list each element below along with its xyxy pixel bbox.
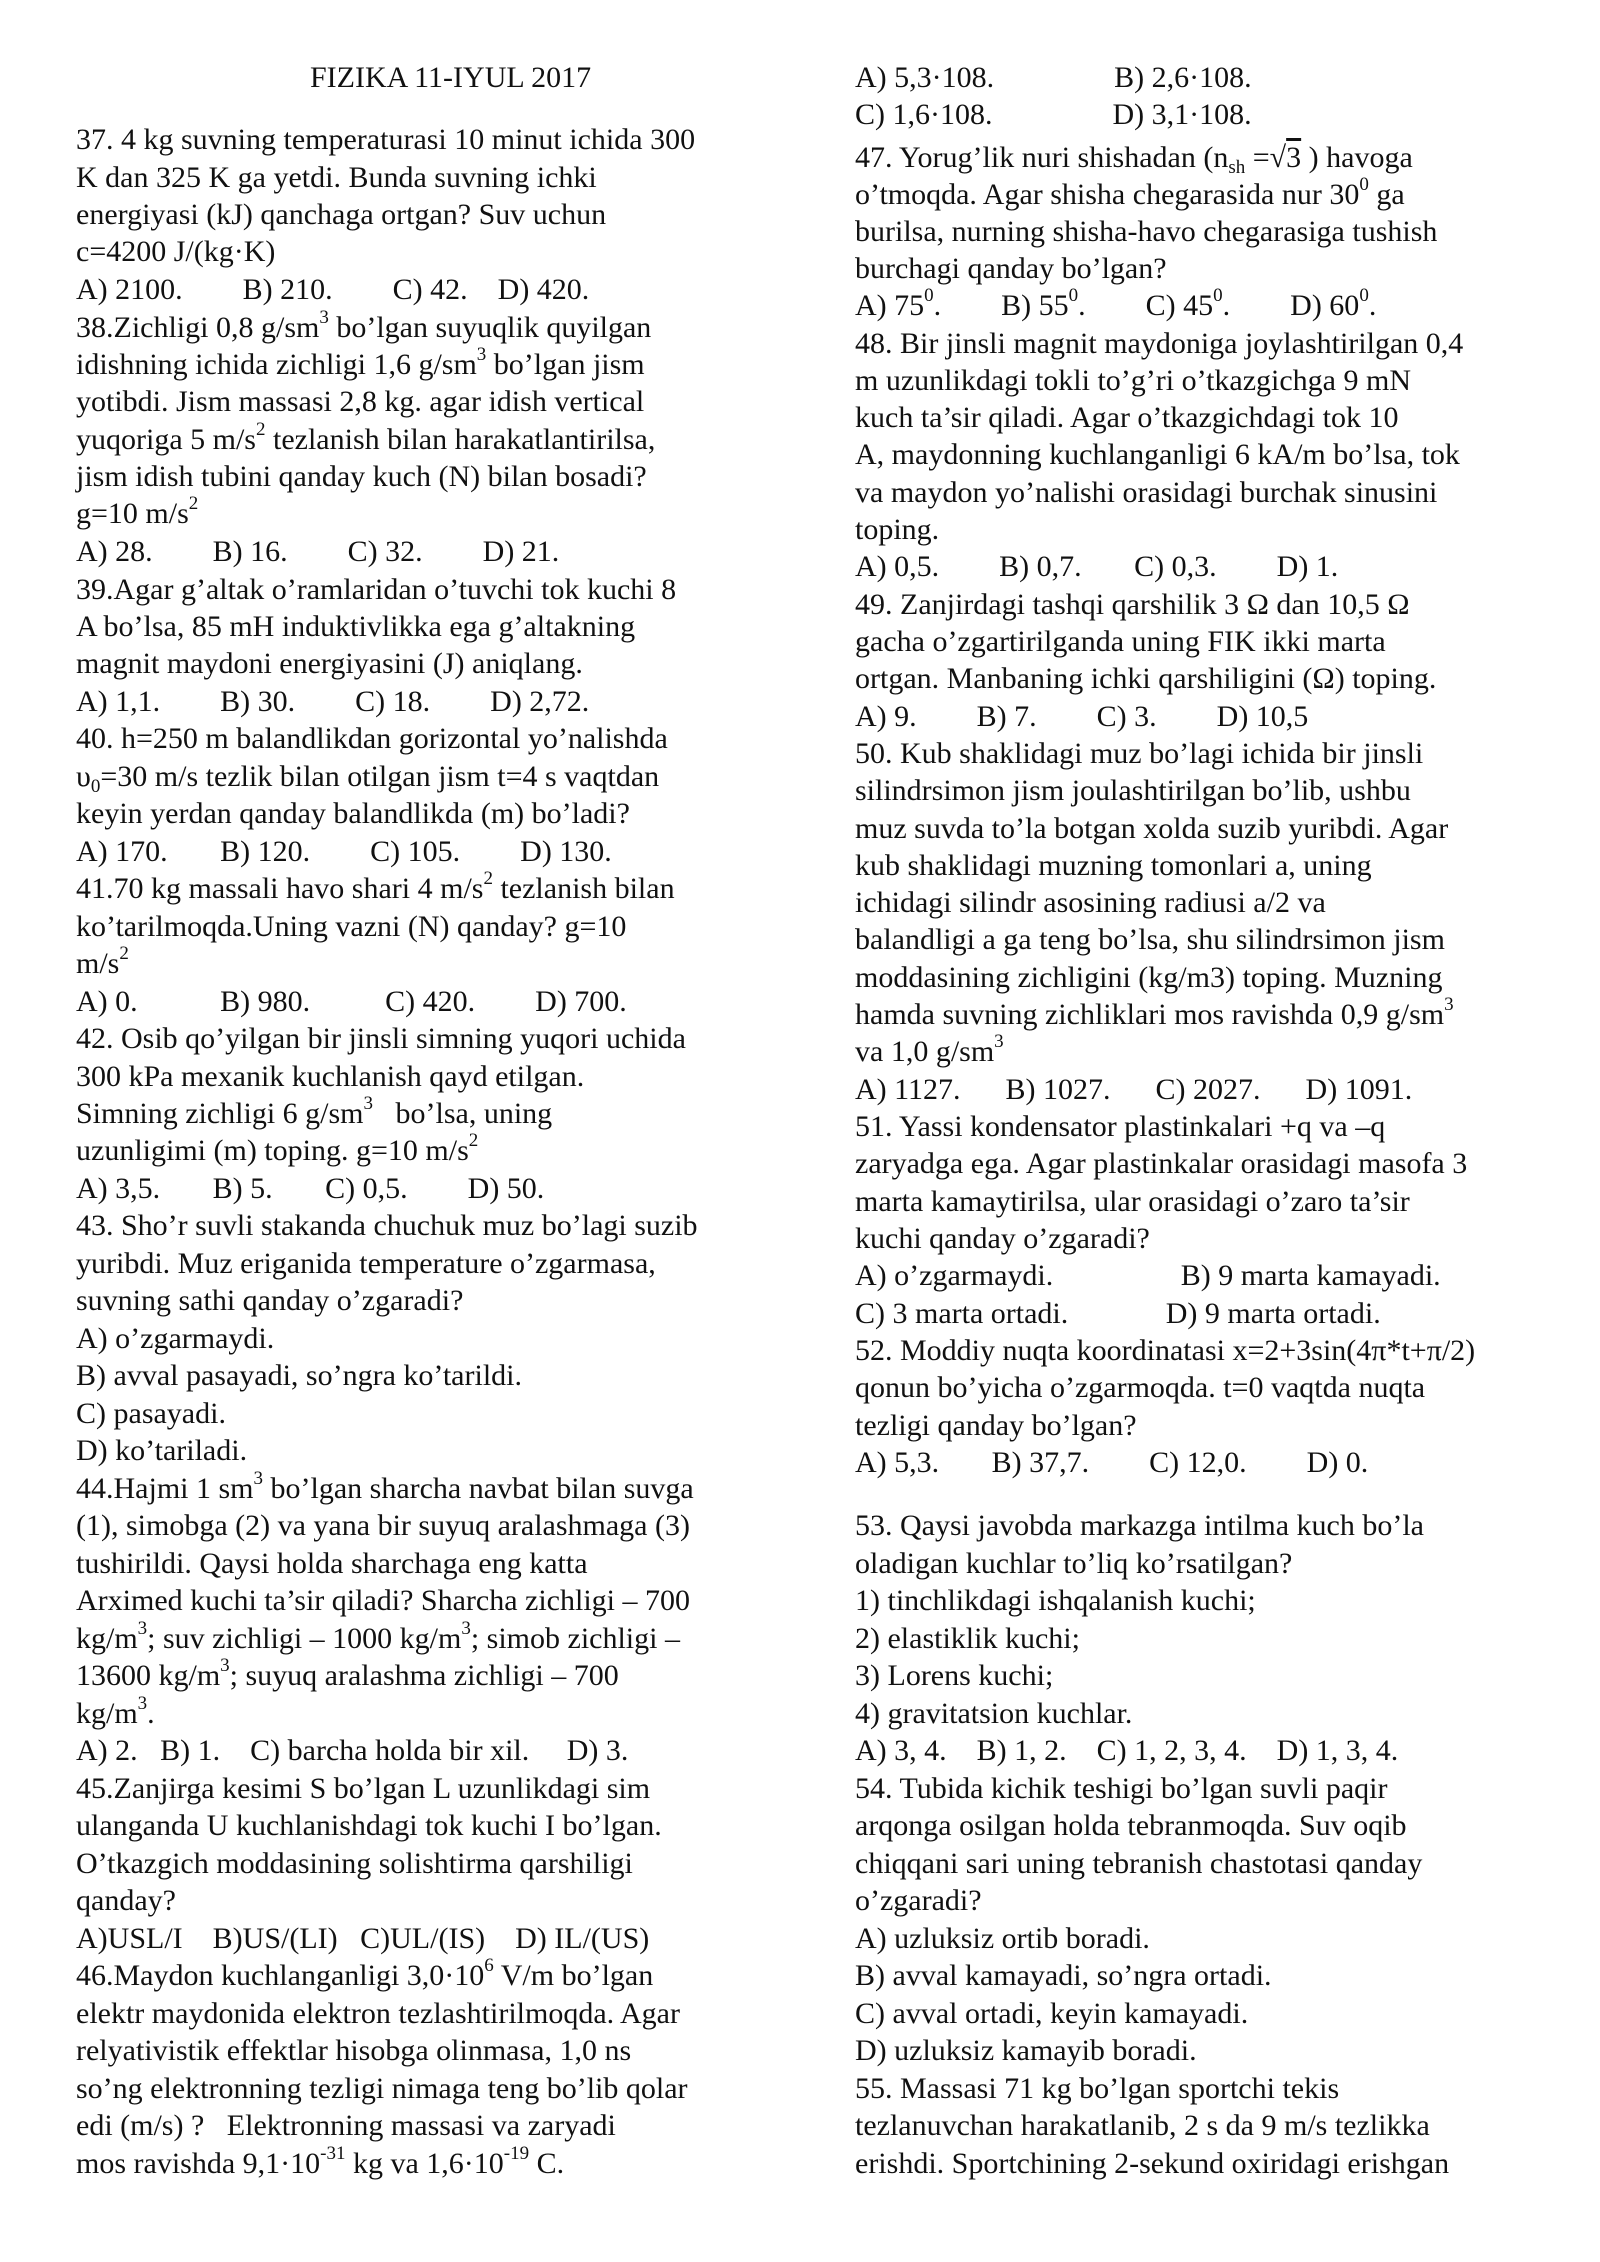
- text-line: oladigan kuchlar to’liq ko’rsatilgan?: [855, 1547, 1293, 1580]
- text-line: Simning zichligi 6 $g/sm^3$ bo’lsa, uning: [76, 1093, 553, 1130]
- text-line: moddasining zichligini (kg/m3) toping. Muzning: [855, 961, 1443, 994]
- text-line: C) avval ortadi, keyin kamayadi.: [855, 1997, 1249, 2030]
- text-line: A) 5,3. B) 37,7. C) 12,0. D) 0.: [855, 1446, 1369, 1479]
- text-line: kuchi qanday o’zgaradi?: [855, 1222, 1150, 1255]
- text-line: 46.Maydon kuchlanganligi $3,0\cdot 10^6$ V/m bo’lgan: [76, 1955, 654, 1992]
- text-line: 41.70 kg massali havo shari 4 $m/s^2$ tezlanish bilan: [76, 868, 675, 905]
- text-line: C) 1,6·108. D) 3,1·108.: [855, 98, 1252, 131]
- text-line: balandligi a ga teng bo’lsa, shu silindrsimon jism: [855, 923, 1445, 956]
- text-line: O’tkazgich moddasining solishtirma qarshiligi: [76, 1847, 633, 1880]
- text-line: D) ko’tariladi.: [76, 1434, 248, 1467]
- text-line: elektr maydonida elektron tezlashtirilmoqda. Agar: [76, 1997, 680, 2030]
- text-line: mos ravishda $9,1\cdot 10^{-31}$ kg va $1,6\cdot 10^{-19}$ C.: [76, 2143, 565, 2180]
- text-line: 47. Yorug’lik nuri shishadan ($n_{sh} =√3$ ) havoga: [855, 141, 1413, 178]
- text-line: $kg/m^3$; suv zichligi – 1000 $kg/m^3$; simob zichligi –: [76, 1618, 680, 1655]
- text-line: 38.Zichligi 0,8 $g/sm^3$ bo’lgan suyuqlik quyilgan: [76, 307, 652, 344]
- text-line: A) $75^0$. B) $55^0$. C) $45^0$. D) $60^0$.: [855, 285, 1377, 322]
- text-line: o’zgaradi?: [855, 1884, 982, 1917]
- text-line: jism idish tubini qanday kuch (N) bilan bosadi?: [76, 460, 647, 493]
- text-line: kub shaklidagi muzning tomonlari a, uning: [855, 849, 1372, 882]
- page-title: FIZIKA 11-IYUL 2017: [310, 61, 592, 94]
- text-line: ichidagi silindr asosining radiusi a/2 va: [855, 886, 1326, 919]
- text-line: 45.Zanjirga kesimi S bo’lgan L uzunlikdagi sim: [76, 1772, 651, 1805]
- text-line: yuqoriga 5 $m/s^2$ tezlanish bilan harakatlantirilsa,: [76, 419, 656, 456]
- text-line: A bo’lsa, 85 mH induktivlikka ega g’altakning: [76, 610, 636, 643]
- text-line: yotibdi. Jism massasi 2,8 kg. agar idish vertical: [76, 385, 645, 418]
- text-line: A) 0,5. B) 0,7. C) 0,3. D) 1.: [855, 550, 1339, 583]
- text-line: 49. Zanjirdagi tashqi qarshilik 3 Ω dan 10,5 Ω: [855, 588, 1410, 621]
- text-line: A) 2. B) 1. C) barcha holda bir xil. D) 3.: [76, 1734, 629, 1767]
- text-line: ko’tarilmoqda.Uning vazni (N) qanday? g=10: [76, 910, 627, 943]
- text-line: 48. Bir jinsli magnit maydoniga joylashtirilgan 0,4: [855, 327, 1464, 360]
- text-line: A, maydonning kuchlanganligi 6 kA/m bo’lsa, tok: [855, 438, 1460, 471]
- text-line: burchagi qanday bo’lgan?: [855, 252, 1167, 285]
- text-line: $kg/m^3$.: [76, 1693, 155, 1730]
- text-line: keyin yerdan qanday balandlikda (m) bo’ladi?: [76, 797, 630, 830]
- text-line: 39.Agar g’altak o’ramlaridan o’tuvchi tok kuchi 8: [76, 573, 677, 606]
- text-line: 300 kPa mexanik kuchlanish qayd etilgan.: [76, 1060, 585, 1093]
- text-line: m uzunlikdagi tokli to’g’ri o’tkazgichga 9 mN: [855, 364, 1411, 397]
- text-line: K dan 325 K ga yetdi. Bunda suvning ichki: [76, 161, 597, 194]
- text-line: yuribdi. Muz eriganida temperature o’zgarmasa,: [76, 1247, 656, 1280]
- text-line: A) 0. B) 980. C) 420. D) 700.: [76, 985, 627, 1018]
- text-line: 3) Lorens kuchi;: [855, 1659, 1054, 1692]
- text-line: toping.: [855, 513, 940, 546]
- text-line: 54. Tubida kichik teshigi bo’lgan suvli paqir: [855, 1772, 1388, 1805]
- text-line: tushirildi. Qaysi holda sharchaga eng katta: [76, 1547, 588, 1580]
- text-line: idishning ichida zichligi 1,6 $g/sm^3$ bo’lgan jism: [76, 344, 645, 381]
- text-line: 43. Sho’r suvli stakanda chuchuk muz bo’lagi suzib: [76, 1209, 698, 1242]
- text-line: A) 1127. B) 1027. C) 2027. D) 1091.: [855, 1073, 1413, 1106]
- text-line: 13600 $kg/m^3$; suyuq aralashma zichligi – 700: [76, 1655, 619, 1692]
- text-line: burilsa, nurning shisha-havo chegarasiga tushish: [855, 215, 1438, 248]
- text-line: energiyasi (kJ) qanchaga ortgan? Suv uchun: [76, 198, 607, 231]
- text-line: ulanganda U kuchlanishdagi tok kuchi I bo’lgan.: [76, 1809, 662, 1842]
- text-line: edi (m/s) ? Elektronning massasi va zaryadi: [76, 2109, 616, 2142]
- text-line: 2) elastiklik kuchi;: [855, 1622, 1080, 1655]
- text-line: erishdi. Sportchining 2-sekund oxiridagi erishgan: [855, 2147, 1450, 2180]
- text-line: A) 3, 4. B) 1, 2. C) 1, 2, 3, 4. D) 1, 3, 4.: [855, 1734, 1399, 1767]
- text-line: gacha o’zgartirilganda uning FIK ikki marta: [855, 625, 1386, 658]
- text-line: ortgan. Manbaning ichki qarshiligini (Ω) toping.: [855, 662, 1437, 695]
- text-line: A) 2100. B) 210. C) 42. D) 420.: [76, 273, 590, 306]
- text-line: 40. h=250 m balandlikdan gorizontal yo’nalishda: [76, 722, 668, 755]
- text-line: A) 170. B) 120. C) 105. D) 130.: [76, 835, 612, 868]
- text-line: 55. Massasi 71 kg bo’lgan sportchi tekis: [855, 2072, 1340, 2105]
- text-line: A) o’zgarmaydi.: [76, 1322, 275, 1355]
- text-line: g=10 $m/s^2$: [76, 493, 199, 530]
- text-line: C) pasayadi.: [76, 1397, 226, 1430]
- text-line: 50. Kub shaklidagi muz bo’lagi ichida bir jinsli: [855, 737, 1424, 770]
- text-line: relyativistik effektlar hisobga olinmasa, 1,0 ns: [76, 2034, 632, 2067]
- text-line: qanday?: [76, 1884, 176, 1917]
- text-line: suvning sathi qanday o’zgaradi?: [76, 1284, 464, 1317]
- text-line: A) uzluksiz ortib boradi.: [855, 1922, 1150, 1955]
- text-line: 53. Qaysi javobda markazga intilma kuch bo’la: [855, 1509, 1424, 1542]
- text-line: 1) tinchlikdagi ishqalanish kuchi;: [855, 1584, 1256, 1617]
- text-line: va 1,0 $g/sm^3$: [855, 1031, 1004, 1068]
- text-line: 44.Hajmi 1 $sm^3$ bo’lgan sharcha navbat bilan suvga: [76, 1468, 694, 1505]
- text-line: 37. 4 kg suvning temperaturasi 10 minut ichida 300: [76, 123, 696, 156]
- text-line: arqonga osilgan holda tebranmoqda. Suv oqib: [855, 1809, 1407, 1842]
- text-line: hamda suvning zichliklari mos ravishda 0,9 $g/sm^3$: [855, 994, 1454, 1031]
- text-line: D) uzluksiz kamayib boradi.: [855, 2034, 1197, 2067]
- text-line: silindrsimon jism joulashtirilgan bo’lib, ushbu: [855, 774, 1411, 807]
- text-line: kuch ta’sir qiladi. Agar o’tkazgichdagi tok 10: [855, 401, 1399, 434]
- text-line: A) 3,5. B) 5. C) 0,5. D) 50.: [76, 1172, 545, 1205]
- text-line: A) 28. B) 16. C) 32. D) 21.: [76, 535, 560, 568]
- text-line: A) 9. B) 7. C) 3. D) 10,5: [855, 700, 1309, 733]
- text-line: 51. Yassi kondensator plastinkalari +q va –q: [855, 1110, 1386, 1143]
- text-line: 52. Moddiy nuqta koordinatasi x=2+3sin(4π*t+π/2): [855, 1334, 1476, 1367]
- text-line: qonun bo’yicha o’zgarmoqda. t=0 vaqtda nuqta: [855, 1371, 1426, 1404]
- text-line: (1), simobga (2) va yana bir suyuq aralashmaga (3): [76, 1509, 690, 1542]
- text-line: c=4200 J/(kg·K): [76, 235, 276, 268]
- text-line: magnit maydoni energiyasini (J) aniqlang.: [76, 647, 583, 680]
- text-line: tezlanuvchan harakatlanib, 2 s da 9 m/s tezlikka: [855, 2109, 1430, 2142]
- text-line: so’ng elektronning tezligi nimaga teng bo’lib qolar: [76, 2072, 688, 2105]
- text-line: marta kamaytirilsa, ular orasidagi o’zaro ta’sir: [855, 1185, 1410, 1218]
- text-line: chiqqani sari uning tebranish chastotasi qanday: [855, 1847, 1423, 1880]
- text-line: A) o’zgarmaydi. B) 9 marta kamayadi.: [855, 1259, 1441, 1292]
- text-line: A) 5,3·108. B) 2,6·108.: [855, 61, 1252, 94]
- text-line: muz suvda to’la botgan xolda suzib yuribdi. Agar: [855, 812, 1449, 845]
- text-line: A) 1,1. B) 30. C) 18. D) 2,72.: [76, 685, 590, 718]
- text-line: $m/s^2$: [76, 943, 129, 980]
- text-line: $\upsilon_0=30$ m/s tezlik bilan otilgan jism t=4 s vaqtdan: [76, 760, 660, 797]
- text-line: 4) gravitatsion kuchlar.: [855, 1697, 1133, 1730]
- text-line: va maydon yo’nalishi orasidagi burchak sinusini: [855, 476, 1438, 509]
- text-line: A)USL/I B)US/(LI) C)UL/(IS) D) IL/(US): [76, 1922, 650, 1955]
- text-line: B) avval pasayadi, so’ngra ko’tarildi.: [76, 1359, 522, 1392]
- text-line: uzunligimi (m) toping. g=10 $m/s^2$: [76, 1130, 479, 1167]
- text-line: zaryadga ega. Agar plastinkalar orasidagi masofa 3: [855, 1147, 1468, 1180]
- text-line: o’tmoqda. Agar shisha chegarasida nur $30^0$ ga: [855, 174, 1405, 211]
- text-line: tezligi qanday bo’lgan?: [855, 1409, 1137, 1442]
- text-line: B) avval kamayadi, so’ngra ortadi.: [855, 1959, 1272, 1992]
- text-line: C) 3 marta ortadi. D) 9 marta ortadi.: [855, 1297, 1381, 1330]
- text-line: Arximed kuchi ta’sir qiladi? Sharcha zichligi – 700: [76, 1584, 691, 1617]
- text-line: 42. Osib qo’yilgan bir jinsli simning yuqori uchida: [76, 1022, 686, 1055]
